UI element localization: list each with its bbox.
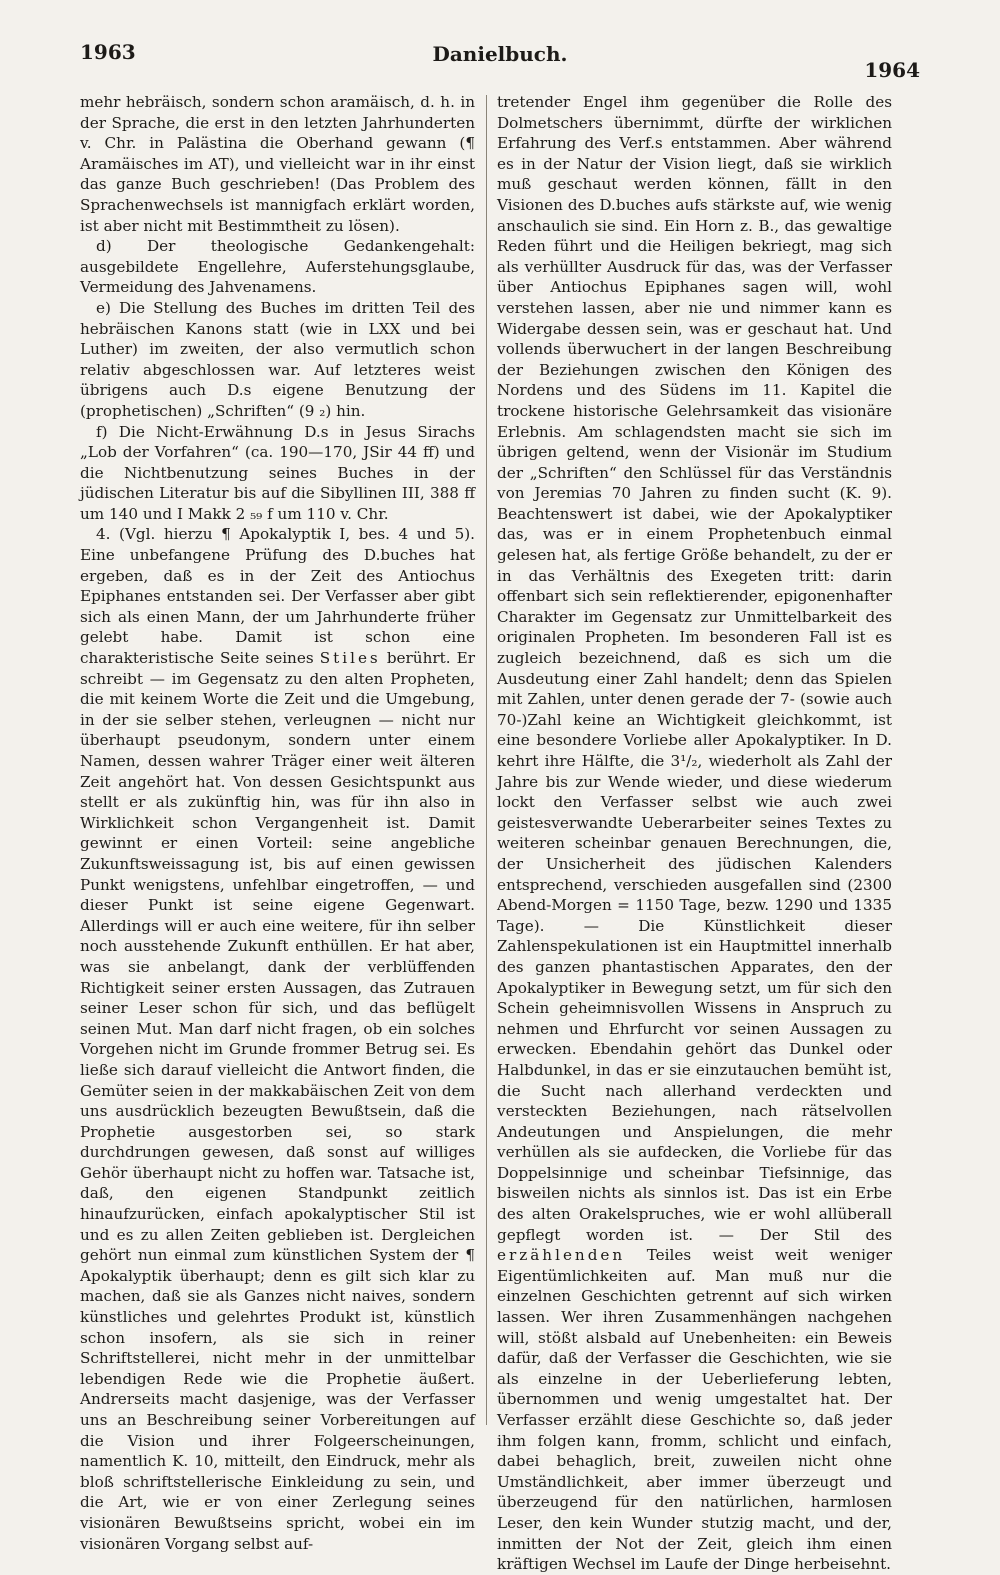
right-paragraph-1-continued: Teiles weist weit weniger Eigentümlichkeiten auf. Man muß nur die einzelnen Geschichten getrennt auf sich wirken lassen. Wer ihren Zusammenhängen nachgehen will, stößt alsbald auf Unebenheiten: ein Beweis dafür, daß der Verfasser die Geschichten, wie sie als einzelne in der Ueberlieferung lebten, übernommen und wenig umgestaltet hat. Der Verfasser erzählt diese Geschichte so, daß jeder ihm folgen kann, fromm, schlicht und einfach, dabei behaglich, breit, zuweilen nicht ohne Umständlichkeit, aber immer überzeugt und überzeugend für den natürlichen, harmlosen Leser, den kein Wunder stutzig macht, und der, inmitten der Not der Zeit, gleich ihm einen kräftigen Wechsel im Laufe der Dinge herbeisehnt.: [497, 1246, 892, 1574]
running-title: Danielbuch.: [432, 42, 568, 66]
right-paragraph-1-text: tretender Engel ihm gegenüber die Rolle des Dolmetschers übernimmt, dürfte der wirklichen Erfahrung des Verf.s entstammen. Aber während es in der Natur der Vision liegt, daß sie wirklich muß geschaut werden können, fällt in den Visionen des D.buches aufs stärkste auf, wie wenig anschaulich sie sind. Ein Horn z. B., das gewaltige Reden führt und die Heiligen bekriegt, mag sich als verhüllter Ausdruck für das, was der Verfasser über Antiochus Epiphanes sagen will, wohl verstehen lassen, aber nie und nimmer kann es Widergabe dessen sein, was er geschaut hat. Und vollends überwuchert in der langen Beschreibung der Beziehungen zwischen den Königen des Nordens und des Südens im 11. Kapitel die trockene historische Gelehrsamkeit das visionäre Erlebnis. Am schlagendsten macht sie sich im übrigen geltend, wenn der Visionär im Studium der „Schriften“ den Schlüssel für das Verständnis von Jeremias 70 Jahren zu finden sucht (K. 9). Beachtenswert ist dabei, wie der Apokalyptiker das, was er in einem Prophetenbuch einmal gelesen hat, als fertige Größe behandelt, zu der er in das Verhältnis des Exegeten tritt: darin offenbart sich sein reflektierender, epigonenhafter Charakter im Gegensatz zur Unmittelbarkeit des originalen Propheten. Im besonderen Fall ist es zugleich bezeichnend, daß es sich um die Ausdeutung einer Zahl handelt; denn das Spielen mit Zahlen, unter denen gerade der 7- (sowie auch 70-)Zahl keine an Wichtigkeit gleichkommt, ist eine besondere Vorliebe aller Apokalyptiker. In D. kehrt ihre Hälfte, die 3¹/₂, wiederholt als Zahl der Jahre bis zur Wende wieder, und diese wiederum lockt den Verfasser selbst wie auch zwei geistesverwandte Ueberarbeiter seines Textes zu weiteren scheinbar genauen Berechnungen, die, der Unsicherheit des jüdischen Kalenders entsprechend, verschieden ausgefallen sind (2300 Abend-Morgen = 1150 Tage, bezw. 1290 und 1335 Tage). — Die Künstlichkeit dieser Zahlenspekulationen ist ein Hauptmittel innerhalb des ganzen phantastischen Apparates, den der Apokalyptiker in Bewegung setzt, um für sich den Schein geheimnisvollen Wissens in Anspruch zu nehmen und Ehrfurcht vor seinen Aussagen zu erwecken. Ebendahin gehört das Dunkel oder Halbdunkel, in das er sie einzutauchen bemüht ist, die Sucht nach allerhand verdeckten und versteckten Beziehungen, nach rätselvollen Andeutungen und Anspielungen, die mehr verhüllen als sie aufdecken, die Vorliebe für das Doppelsinnige und scheinbar Tiefsinnige, das bisweilen nichts als sinnlos ist. Das ist ein Erbe des alten Orakelspruches, wie er wohl allüberall gepflegt worden ist. — Der Stil des: [497, 93, 892, 1244]
left-column: [80, 92, 475, 1554]
left-paragraph-5: [80, 524, 475, 1554]
left-page-number: 1963: [80, 40, 136, 64]
right-page-number: 1964: [864, 58, 920, 82]
column-divider: [486, 95, 487, 1425]
right-paragraph-1: [497, 92, 892, 1575]
emphasis-stiles: Stiles: [319, 649, 381, 668]
left-paragraph-5-continued: berührt. Er schreibt — im Gegensatz zu den alten Propheten, die mit keinem Worte die Zeit und die Umgebung, in der sie selber stehen, verleugnen — nicht nur überhaupt pseudonym, sondern unter einem Namen, dessen wahrer Träger einer weit älteren Zeit angehört hat. Von dessen Gesichtspunkt aus stellt er als zukünftig hin, was für ihn also in Wirklichkeit schon Vergangenheit ist. Damit gewinnt er einen Vorteil: seine angebliche Zukunftsweissagung ist, bis auf einen gewissen Punkt wenigstens, unfehlbar eingetroffen, — und dieser Punkt ist seine eigene Gegenwart. Allerdings will er auch eine weitere, für ihn selber noch ausstehende Zukunft enthüllen. Er hat aber, was sie anbelangt, dank der verblüffenden Richtigkeit seiner ersten Aussagen, das Zutrauen seiner Leser schon für sich, und das beflügelt seinen Mut. Man darf nicht fragen, ob ein solches Vorgehen nicht im Grunde frommer Betrug sei. Es ließe sich darauf vielleicht die Antwort finden, die Gemüter seien in der makkabäischen Zeit von dem uns ausdrücklich bezeugten Bewußtsein, daß die Prophetie ausgestorben sei, so stark durchdrungen gewesen, daß sonst auf williges Gehör überhaupt nicht zu hoffen war. Tatsache ist, daß, den eigenen Standpunkt zeitlich hinaufzurücken, einfach apokalyptischer Stil ist und es zu allen Zeiten geblieben ist. Dergleichen gehört nun einmal zum künstlichen System der ¶ Apokalyptik überhaupt; denn es gilt sich klar zu machen, daß sie als Ganzes nicht naives, sondern künstliches und gelehrtes Produkt ist, künstlich schon insofern, als sie sich in reiner Schriftstellerei, nicht mehr in der unmittelbar lebendigen Rede wie die Prophetie äußert. Andrerseits macht dasjenige, was der Verfasser uns an Beschreibung seiner Vorbereitungen auf die Vision und ihrer Folgeerscheinungen, namentlich K. 10, mitteilt, den Eindruck, mehr als bloß schriftstellerische Einkleidung zu sein, und die Art, wie er von einer Zerlegung seines visionären Bewußtseins spricht, wobei ein im visionären Vorgang selbst auf-: [80, 649, 475, 1553]
left-paragraph-5-text: 4. (Vgl. hierzu ¶ Apokalyptik I, bes. 4 und 5). Eine unbefangene Prüfung des D.buches hat ergeben, daß es in der Zeit des Antiochus Epiphanes entstanden sei. Der Verfasser aber gibt sich als einen Mann, der um Jahrhunderte früher gelebt habe. Damit ist schon eine charakteristische Seite seines: [80, 525, 475, 668]
emphasis-erzaehlenden: erzählenden: [497, 1246, 626, 1265]
left-paragraph-4: f) Die Nicht-Erwähnung D.s in Jesus Sirachs „Lob der Vorfahren“ (ca. 190—170, JSir 44 ff) und die Nichtbenutzung seines Buches in der jüdischen Literatur bis auf die Sibyllinen III, 388 ff um 140 und I Makk 2 ₅₉ f um 110 v. Chr.: [80, 422, 475, 523]
left-paragraph-1: mehr hebräisch, sondern schon aramäisch, d. h. in der Sprache, die erst in den letzten Jahrhunderten v. Chr. in Palästina die Oberhand gewann (¶ Aramäisches im AT), und vielleicht war in ihr einst das ganze Buch geschrieben! (Das Problem des Sprachenwechsels ist mannigfach erklärt worden, ist aber nicht mit Bestimmtheit zu lösen).: [80, 93, 475, 235]
right-column: [497, 92, 892, 1575]
left-paragraph-3: e) Die Stellung des Buches im dritten Teil des hebräischen Kanons statt (wie in LXX und bei Luther) im zweiten, der also vermutlich schon relativ abgeschlossen war. Auf letzteres weist übrigens auch D.s eigene Benutzung der (prophetischen) „Schriften“ (9 ₂) hin.: [80, 298, 475, 420]
left-paragraph-2: d) Der theologische Gedankengehalt: ausgebildete Engellehre, Auferstehungsglaube, Vermeidung des Jahvenamens.: [80, 237, 475, 297]
